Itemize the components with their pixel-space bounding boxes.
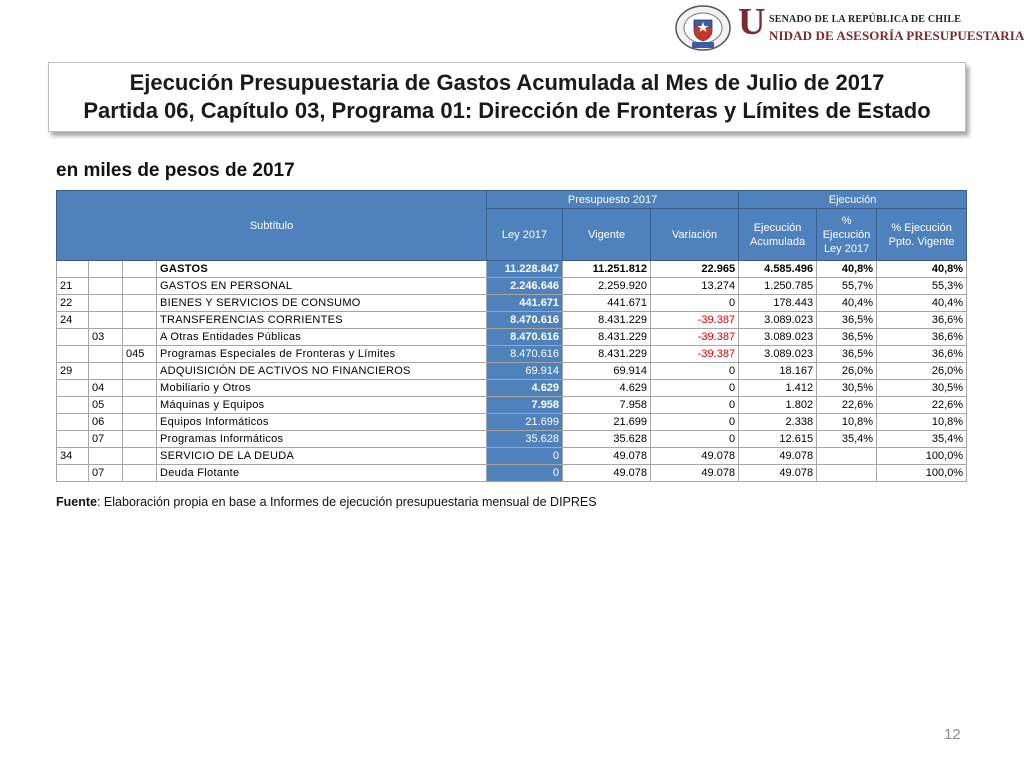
cell-variacion: 0: [651, 414, 739, 431]
cell-name: Máquinas y Equipos: [157, 397, 487, 414]
table-row: [57, 431, 967, 448]
cell-ley: 0: [487, 465, 563, 482]
cell-ley: 11.228.847: [487, 261, 563, 278]
cell-pct_vigente: 100,0%: [877, 465, 967, 482]
cell-pct_ley: 36,5%: [817, 346, 877, 363]
cell-name: GASTOS: [157, 261, 487, 278]
cell-pct_vigente: 40,8%: [877, 261, 967, 278]
cell-variacion: 0: [651, 431, 739, 448]
cell-name: Equipos Informáticos: [157, 414, 487, 431]
cell-pct_vigente: 36,6%: [877, 346, 967, 363]
cell-pct_vigente: 100,0%: [877, 448, 967, 465]
cell-c1: [57, 346, 89, 363]
cell-c1: [57, 261, 89, 278]
cell-c1: 24: [57, 312, 89, 329]
cell-vigente: 49.078: [563, 465, 651, 482]
header-ejec-acumulada: Ejecución Acumulada: [739, 209, 817, 261]
cell-pct_vigente: 55,3%: [877, 278, 967, 295]
cell-pct_ley: [817, 465, 877, 482]
cell-variacion: 49.078: [651, 465, 739, 482]
cell-vigente: 11.251.812: [563, 261, 651, 278]
cell-pct_vigente: 26,0%: [877, 363, 967, 380]
cell-vigente: 7.958: [563, 397, 651, 414]
cell-ejecucion: 1.412: [739, 380, 817, 397]
cell-ley: 0: [487, 448, 563, 465]
cell-c3: [123, 363, 157, 380]
cell-vigente: 8.431.229: [563, 346, 651, 363]
cell-c2: [89, 278, 123, 295]
cell-name: GASTOS EN PERSONAL: [157, 278, 487, 295]
cell-name: Mobiliario y Otros: [157, 380, 487, 397]
source-label: Fuente: [56, 495, 97, 509]
cell-ley: 4.629: [487, 380, 563, 397]
cell-ley: 8.470.616: [487, 312, 563, 329]
cell-vigente: 8.431.229: [563, 329, 651, 346]
cell-vigente: 2.259.920: [563, 278, 651, 295]
cell-name: TRANSFERENCIAS CORRIENTES: [157, 312, 487, 329]
cell-ley: 35.628: [487, 431, 563, 448]
cell-ejecucion: 2.338: [739, 414, 817, 431]
cell-ejecucion: 1.802: [739, 397, 817, 414]
cell-c3: [123, 397, 157, 414]
cell-pct_vigente: 10,8%: [877, 414, 967, 431]
cell-pct_ley: 22,6%: [817, 397, 877, 414]
cell-variacion: 22.965: [651, 261, 739, 278]
cell-c3: [123, 312, 157, 329]
cell-ejecucion: 49.078: [739, 465, 817, 482]
cell-c1: 22: [57, 295, 89, 312]
header-ley: Ley 2017: [487, 209, 563, 261]
cell-c2: [89, 448, 123, 465]
cell-pct_ley: 35,4%: [817, 431, 877, 448]
table-row: [57, 380, 967, 397]
cell-pct_vigente: 30,5%: [877, 380, 967, 397]
cell-pct_vigente: 35,4%: [877, 431, 967, 448]
cell-pct_vigente: 36,6%: [877, 329, 967, 346]
cell-ley: 2.246.646: [487, 278, 563, 295]
table-row: [57, 346, 967, 363]
cell-c1: [57, 465, 89, 482]
cell-variacion: 49.078: [651, 448, 739, 465]
header-logo: [672, 1, 1024, 54]
table-row: [57, 312, 967, 329]
cell-pct_ley: 40,4%: [817, 295, 877, 312]
cell-vigente: 69.914: [563, 363, 651, 380]
cell-ejecucion: 3.089.023: [739, 312, 817, 329]
cell-c2: 06: [89, 414, 123, 431]
cell-pct_vigente: 22,6%: [877, 397, 967, 414]
source-note: [56, 495, 597, 509]
cell-name: BIENES Y SERVICIOS DE CONSUMO: [157, 295, 487, 312]
cell-variacion: 0: [651, 295, 739, 312]
table-row: [57, 397, 967, 414]
cell-ley: 441.671: [487, 295, 563, 312]
cell-c1: [57, 329, 89, 346]
table-row: [57, 295, 967, 312]
cell-c2: [89, 363, 123, 380]
cell-c1: [57, 431, 89, 448]
cell-ley: 7.958: [487, 397, 563, 414]
cell-pct_ley: 55,7%: [817, 278, 877, 295]
cell-vigente: 49.078: [563, 448, 651, 465]
cell-pct_ley: 26,0%: [817, 363, 877, 380]
cell-c1: 29: [57, 363, 89, 380]
cell-c3: [123, 414, 157, 431]
cell-c3: [123, 431, 157, 448]
table-row: [57, 329, 967, 346]
cell-c2: 07: [89, 465, 123, 482]
units-label: en miles de pesos de 2017: [56, 160, 295, 181]
cell-c3: [123, 261, 157, 278]
cell-c3: [123, 465, 157, 482]
title-box: [48, 62, 966, 132]
cell-pct_ley: 30,5%: [817, 380, 877, 397]
header-vigente: Vigente: [563, 209, 651, 261]
table-row: [57, 465, 967, 482]
cell-ejecucion: 1.250.785: [739, 278, 817, 295]
table-row: [57, 363, 967, 380]
cell-vigente: 35.628: [563, 431, 651, 448]
cell-c3: [123, 448, 157, 465]
cell-variacion: 0: [651, 397, 739, 414]
table-row: [57, 261, 967, 278]
cell-c2: [89, 295, 123, 312]
cell-ejecucion: 49.078: [739, 448, 817, 465]
cell-ejecucion: 4.585.496: [739, 261, 817, 278]
cell-name: ADQUISICIÓN DE ACTIVOS NO FINANCIEROS: [157, 363, 487, 380]
title-line-2: Partida 06, Capítulo 03, Programa 01: Dirección de Fronteras y Límites de Estado: [83, 98, 931, 123]
cell-c1: 34: [57, 448, 89, 465]
cell-vigente: 8.431.229: [563, 312, 651, 329]
header-subtitulo: Subtítulo: [57, 191, 487, 261]
header-ejecucion: Ejecución: [739, 191, 967, 209]
senate-seal-icon: [674, 4, 732, 52]
cell-pct_vigente: 40,4%: [877, 295, 967, 312]
cell-variacion: 0: [651, 363, 739, 380]
cell-c3: [123, 278, 157, 295]
institution-name: SENADO DE LA REPÚBLICA DE CHILE: [769, 14, 962, 25]
cell-ejecucion: 178.443: [739, 295, 817, 312]
cell-c3: [123, 329, 157, 346]
cell-c2: [89, 261, 123, 278]
unit-name: NIDAD DE ASESORÍA PRESUPUESTARIA: [769, 28, 1024, 43]
table-body: [57, 261, 967, 482]
cell-vigente: 441.671: [563, 295, 651, 312]
table-row: [57, 448, 967, 465]
cell-c2: 03: [89, 329, 123, 346]
cell-ejecucion: 3.089.023: [739, 346, 817, 363]
cell-c2: 07: [89, 431, 123, 448]
cell-pct_ley: 40,8%: [817, 261, 877, 278]
cell-c1: 21: [57, 278, 89, 295]
cell-c2: 04: [89, 380, 123, 397]
cell-variacion: 0: [651, 380, 739, 397]
cell-ley: 8.470.616: [487, 346, 563, 363]
cell-c1: [57, 397, 89, 414]
cell-c3: 045: [123, 346, 157, 363]
cell-vigente: 4.629: [563, 380, 651, 397]
budget-table: [56, 190, 967, 482]
cell-name: A Otras Entidades Públicas: [157, 329, 487, 346]
header-pct-vigente: % Ejecución Ppto. Vigente: [877, 209, 967, 261]
cell-ley: 8.470.616: [487, 329, 563, 346]
cell-ejecucion: 3.089.023: [739, 329, 817, 346]
cell-ley: 21.699: [487, 414, 563, 431]
cell-pct_ley: 10,8%: [817, 414, 877, 431]
cell-variacion: -39.387: [651, 312, 739, 329]
cell-variacion: 13.274: [651, 278, 739, 295]
cell-c3: [123, 380, 157, 397]
header-variacion: Variación: [651, 209, 739, 261]
cell-c2: 05: [89, 397, 123, 414]
cell-variacion: -39.387: [651, 346, 739, 363]
title-line-1: Ejecución Presupuestaria de Gastos Acumulada al Mes de Julio de 2017: [129, 70, 885, 95]
header-pct-ley: % Ejecución Ley 2017: [817, 209, 877, 261]
table-row: [57, 278, 967, 295]
cell-pct_ley: 36,5%: [817, 329, 877, 346]
source-text: : Elaboración propia en base a Informes de ejecución presupuestaria mensual de DIPRES: [96, 495, 597, 509]
cell-c1: [57, 414, 89, 431]
cell-ejecucion: 12.615: [739, 431, 817, 448]
cell-c2: [89, 346, 123, 363]
page-number: 12: [944, 726, 961, 743]
cell-pct_ley: [817, 448, 877, 465]
cell-ley: 69.914: [487, 363, 563, 380]
cell-pct_ley: 36,5%: [817, 312, 877, 329]
cell-vigente: 21.699: [563, 414, 651, 431]
table-row: [57, 414, 967, 431]
cell-ejecucion: 18.167: [739, 363, 817, 380]
cell-c2: [89, 312, 123, 329]
cell-pct_vigente: 36,6%: [877, 312, 967, 329]
cell-name: Programas Especiales de Fronteras y Límites: [157, 346, 487, 363]
brand-initial: U: [738, 1, 766, 43]
cell-c3: [123, 295, 157, 312]
header-presupuesto: Presupuesto 2017: [487, 191, 739, 209]
cell-name: Programas Informáticos: [157, 431, 487, 448]
cell-name: SERVICIO DE LA DEUDA: [157, 448, 487, 465]
cell-variacion: -39.387: [651, 329, 739, 346]
cell-name: Deuda Flotante: [157, 465, 487, 482]
cell-c1: [57, 380, 89, 397]
